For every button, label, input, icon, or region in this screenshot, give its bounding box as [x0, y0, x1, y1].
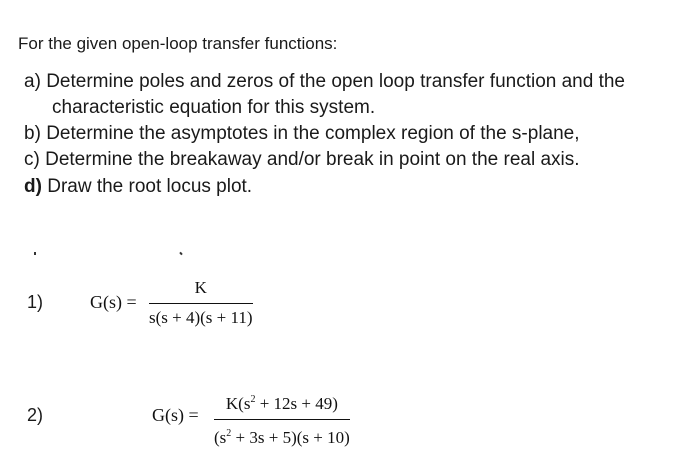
task-d-label: d): [24, 176, 42, 197]
problem-2-lhs: G(s) =: [152, 405, 199, 425]
task-a: [24, 70, 625, 94]
problem-2-denominator: [214, 424, 350, 448]
problem-2-number: 2): [27, 405, 44, 425]
problem-2-denominator-part: (s: [214, 428, 227, 447]
problem-1-number: 1): [27, 292, 44, 312]
fraction-bar: [214, 419, 350, 420]
task-a-label: a): [24, 71, 41, 92]
problem-1-denominator: s(s + 4)(s + 11): [149, 308, 253, 327]
task-c: [24, 148, 580, 172]
task-b-text: Determine the asymptotes in the complex region of the s-plane,: [46, 123, 580, 144]
problem-1-lhs: G(s) =: [90, 292, 137, 312]
problem-2-fraction: [214, 390, 350, 448]
task-d-text: Draw the root locus plot.: [47, 176, 253, 197]
fraction-bar: [149, 303, 253, 304]
problem-2-denominator-exponent: 2: [226, 428, 232, 439]
task-c-label: c): [24, 149, 40, 170]
task-c-text: Determine the breakaway and/or break in point on the real axis.: [45, 149, 580, 170]
intro-text: For the given open-loop transfer functions:: [18, 34, 338, 53]
problem-2-numerator: [226, 390, 338, 414]
stray-mark: [179, 252, 182, 256]
task-d: [24, 175, 252, 199]
problem-2-denominator-part: + 3s + 5)(s + 10): [231, 428, 350, 447]
problem-1-fraction: [149, 278, 253, 328]
problem-2-numerator-part: K(s: [225, 394, 251, 413]
problem-2-numerator-part: + 12s + 49): [255, 394, 338, 413]
problem-1-numerator: K: [194, 278, 207, 297]
task-a-text-line2: characteristic equation for this system.: [52, 97, 376, 118]
task-a-text-line1: Determine poles and zeros of the open loop transfer function and the: [46, 71, 626, 92]
problem-2-numerator-exponent: 2: [250, 394, 256, 405]
task-b-label: b): [24, 123, 41, 144]
stray-mark: [34, 252, 36, 255]
task-b: [24, 122, 580, 146]
